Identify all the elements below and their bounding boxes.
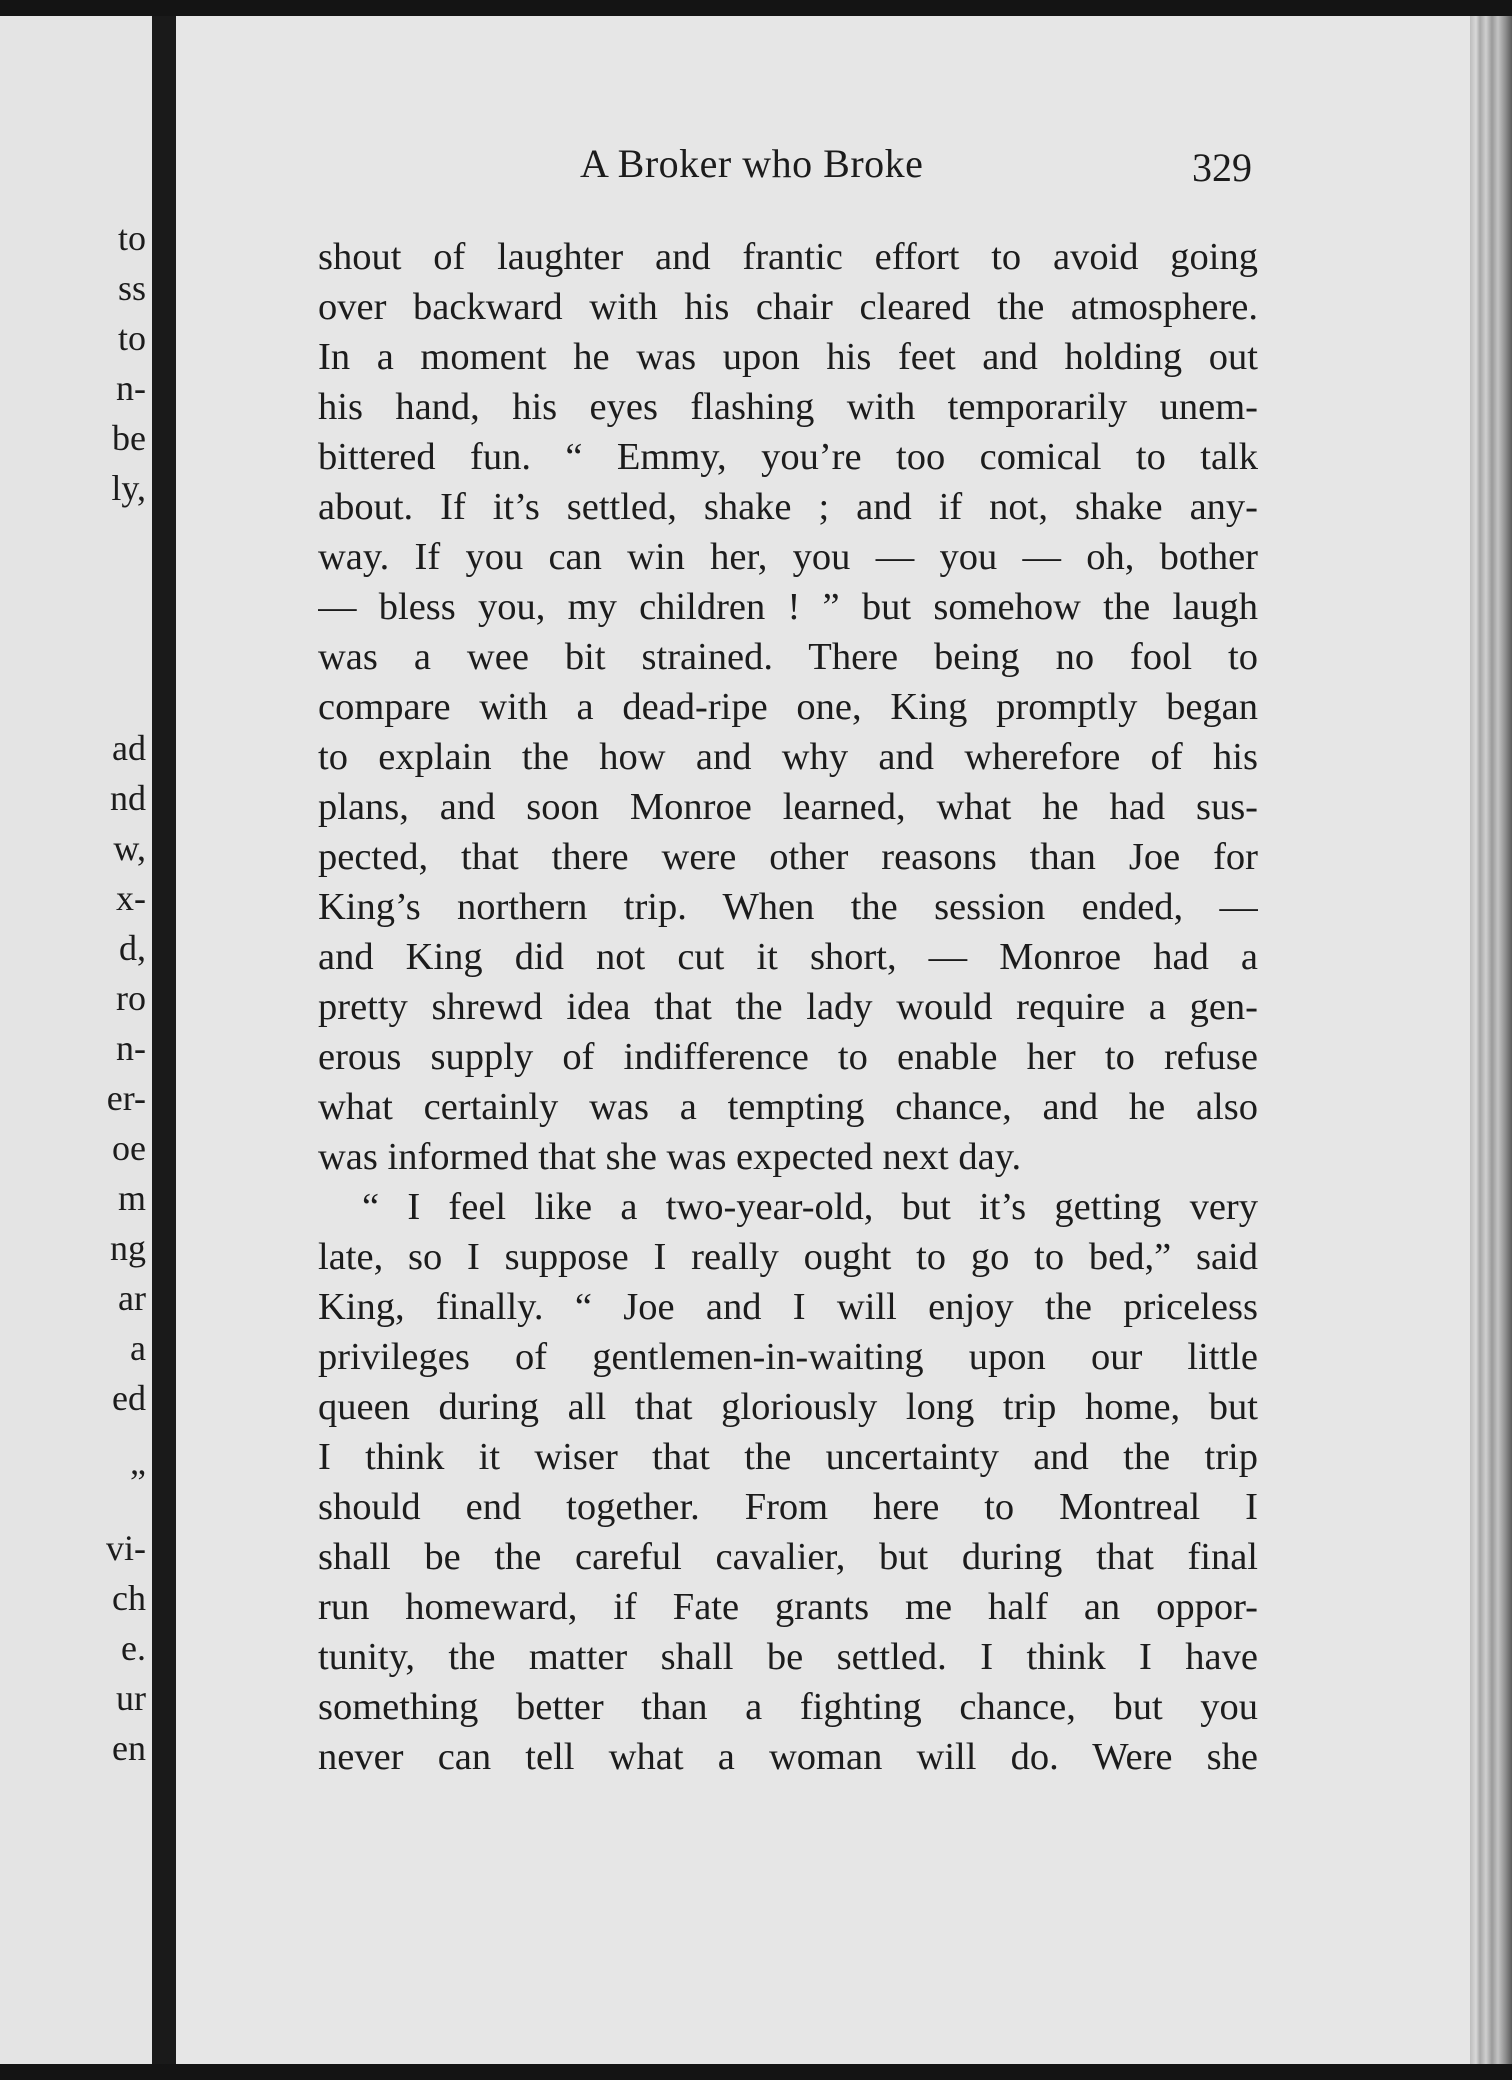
text-line: was a wee bit strained. There being no fool to — [318, 636, 1258, 678]
text-line: privileges of gentlemen-in-waiting upon our little — [318, 1336, 1258, 1378]
text-line: King’s northern trip. When the session ended, — — [318, 886, 1258, 928]
text-line: should end together. From here to Montreal I — [318, 1486, 1258, 1528]
text-line: and King did not cut it short, — Monroe had a — [318, 936, 1258, 978]
text-line: plans, and soon Monroe learned, what he had sus- — [318, 786, 1258, 828]
left-fragment: ng — [110, 1228, 146, 1268]
left-fragment: ed — [112, 1378, 146, 1418]
text-line: erous supply of indifference to enable her to refuse — [318, 1036, 1258, 1078]
left-fragment: vi- — [106, 1528, 146, 1568]
text-line: never can tell what a woman will do. Were she — [318, 1736, 1258, 1778]
left-fragment: n- — [116, 1028, 146, 1068]
text-line: to explain the how and why and wherefore of his — [318, 736, 1258, 778]
text-line: tunity, the matter shall be settled. I think I have — [318, 1636, 1258, 1678]
left-fragment: w, — [113, 828, 146, 868]
left-fragment: er- — [106, 1078, 146, 1118]
left-fragment: ur — [116, 1678, 146, 1718]
left-fragment: to — [117, 318, 146, 358]
body-text — [318, 232, 1258, 1782]
left-fragment: n- — [116, 368, 146, 408]
text-line: — bless you, my children ! ” but somehow the laugh — [318, 586, 1258, 628]
text-line: compare with a dead-ripe one, King promptly began — [318, 686, 1258, 728]
left-fragment: be — [112, 418, 146, 458]
text-line: queen during all that gloriously long trip home, but — [318, 1386, 1258, 1428]
text-line: pected, that there were other reasons than Joe for — [318, 836, 1258, 878]
text-line: “ I feel like a two-year-old, but it’s getting very — [362, 1186, 1258, 1228]
left-fragment: e. — [121, 1628, 146, 1668]
text-line: what certainly was a tempting chance, and he also — [318, 1086, 1258, 1128]
text-line: King, finally. “ Joe and I will enjoy the priceless — [318, 1286, 1258, 1328]
text-line: was informed that she was expected next day. — [318, 1136, 1022, 1178]
book-spine-gutter — [152, 16, 176, 2064]
left-fragment: x- — [116, 878, 146, 918]
bottom-border — [0, 2064, 1512, 2080]
left-fragment: nd — [110, 778, 146, 818]
text-line: pretty shrewd idea that the lady would require a gen- — [318, 986, 1258, 1028]
text-line: I think it wiser that the uncertainty and the trip — [318, 1436, 1258, 1478]
text-line: his hand, his eyes flashing with temporarily unem- — [318, 386, 1258, 428]
left-fragment: en — [112, 1728, 146, 1768]
left-fragment: ro — [116, 978, 146, 1018]
text-line: way. If you can win her, you — you — oh, bother — [318, 536, 1258, 578]
left-fragment: d, — [119, 928, 146, 968]
left-fragment: to — [117, 218, 146, 258]
text-line: over backward with his chair cleared the atmosphere. — [318, 286, 1258, 328]
text-line: bittered fun. “ Emmy, you’re too comical to talk — [318, 436, 1258, 478]
text-line: about. If it’s settled, shake ; and if not, shake any- — [318, 486, 1258, 528]
left-fragment: a — [130, 1328, 146, 1368]
left-fragment: ” — [130, 1462, 146, 1502]
left-fragment: oe — [112, 1128, 146, 1168]
page-number: 329 — [1192, 145, 1252, 190]
text-line: late, so I suppose I really ought to go to bed,” said — [318, 1236, 1258, 1278]
page-edges — [1470, 16, 1512, 2064]
left-fragment: ss — [117, 268, 146, 308]
top-border — [0, 0, 1512, 16]
text-line: something better than a fighting chance, but you — [318, 1686, 1258, 1728]
left-fragment: ad — [112, 728, 146, 768]
left-page-edge — [0, 16, 152, 2064]
left-fragment: ly, — [111, 468, 146, 508]
text-line: run homeward, if Fate grants me half an oppor- — [318, 1586, 1258, 1628]
left-fragment: ch — [112, 1578, 146, 1618]
left-fragment: m — [117, 1178, 146, 1218]
text-line: shall be the careful cavalier, but during that final — [318, 1536, 1258, 1578]
text-line: shout of laughter and frantic effort to avoid going — [318, 236, 1258, 278]
text-line: In a moment he was upon his feet and holding out — [318, 336, 1258, 378]
left-fragment: ar — [118, 1278, 146, 1318]
running-head: A Broker who Broke — [580, 141, 924, 186]
